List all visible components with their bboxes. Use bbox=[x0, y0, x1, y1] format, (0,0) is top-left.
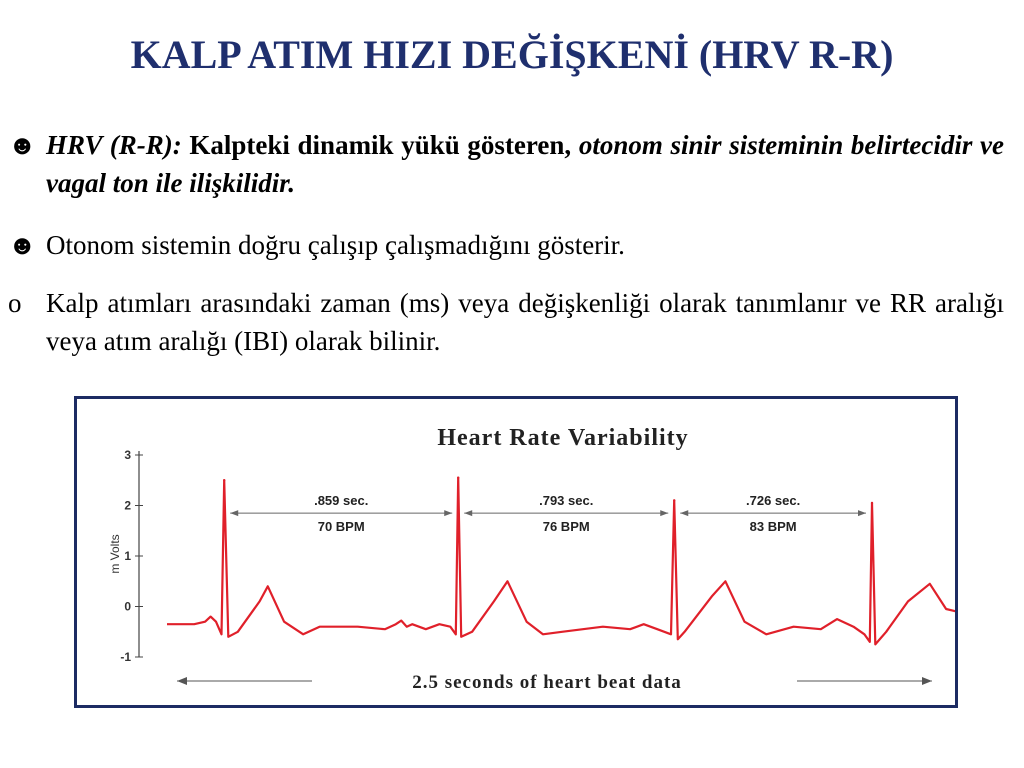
bullet-1-bold: Kalpteki dinamik yükü gösteren, bbox=[189, 130, 572, 160]
interval-arrowhead-left-1 bbox=[230, 510, 238, 516]
bullet-1 bbox=[8, 126, 1004, 202]
interval-arrowhead-right-3 bbox=[858, 510, 866, 516]
y-tick-label: 3 bbox=[124, 448, 131, 462]
smiley-bullet-icon: ☻ bbox=[8, 130, 37, 160]
interval-bpm-label: 76 BPM bbox=[542, 519, 590, 535]
y-tick-label: 1 bbox=[124, 549, 131, 563]
bullet-1-term: HRV (R-R): bbox=[46, 130, 182, 160]
y-tick-label: 2 bbox=[124, 498, 131, 513]
x-span-arrowhead-left bbox=[177, 677, 187, 685]
bullet-2-text: Otonom sistemin doğru çalışıp çalışmadığını gösterir. bbox=[46, 230, 625, 260]
interval-seconds-label: .726 sec. bbox=[746, 493, 801, 509]
bullet-3-text: Kalp atımları arasındaki zaman (ms) veya değişkenliği olarak tanımlanır ve RR aralığı veya atım aralığı (IBI) olarak bilinir. bbox=[46, 288, 1004, 356]
slide-title: KALP ATIM HIZI DEĞİŞKENİ (HRV R-R) bbox=[130, 32, 894, 77]
interval-arrowhead-right-2 bbox=[660, 510, 668, 516]
interval-bpm-label: 83 BPM bbox=[749, 519, 797, 535]
circle-bullet-icon: o bbox=[8, 288, 22, 318]
y-axis-label: m Volts bbox=[108, 534, 122, 574]
bullet-1-text bbox=[46, 126, 1004, 202]
y-tick-label: 0 bbox=[124, 599, 131, 614]
r-peak-point bbox=[223, 479, 225, 481]
hrv-chart bbox=[77, 399, 955, 705]
bullet-3 bbox=[8, 284, 1004, 360]
interval-arrowhead-right-1 bbox=[444, 510, 452, 516]
interval-seconds-label: .859 sec. bbox=[314, 493, 369, 509]
bullet-1-italic: otonom sinir sisteminin belirtecidir ve vagal ton ile ilişkilidir. bbox=[46, 130, 1005, 198]
r-peak-point bbox=[673, 499, 675, 501]
r-peak-point bbox=[871, 502, 873, 504]
interval-seconds-label: .793 sec. bbox=[539, 493, 594, 509]
interval-bpm-label: 70 BPM bbox=[317, 519, 365, 535]
bullet-2 bbox=[8, 226, 1004, 264]
x-axis-label: 2.5 seconds of heart beat data bbox=[412, 672, 682, 693]
x-span-arrowhead-right bbox=[922, 677, 932, 685]
interval-arrowhead-left-2 bbox=[464, 510, 472, 516]
chart-title: Heart Rate Variability bbox=[437, 425, 689, 451]
y-tick-label: -1 bbox=[120, 650, 131, 664]
r-peak-point bbox=[457, 477, 459, 479]
hrv-chart-figure bbox=[74, 396, 958, 708]
interval-arrowhead-left-3 bbox=[680, 510, 688, 516]
smiley-bullet-icon: ☻ bbox=[8, 230, 37, 260]
